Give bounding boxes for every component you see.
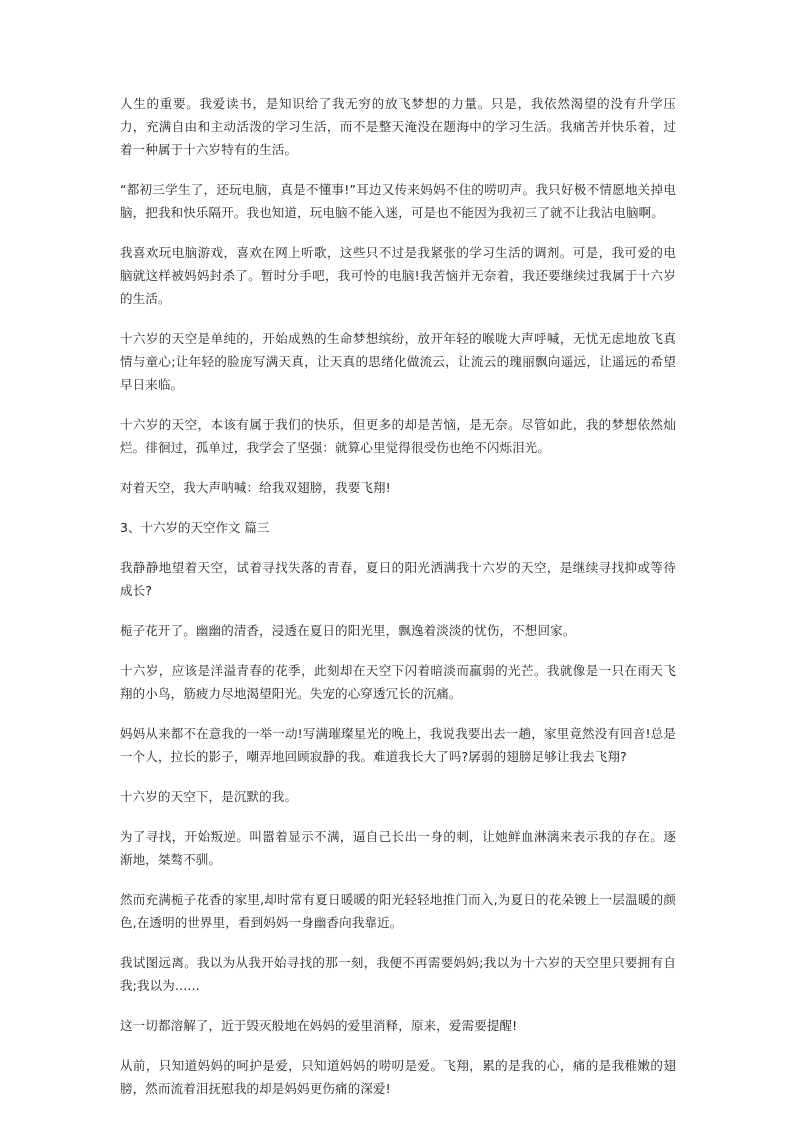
paragraph-8: 我静静地望着天空，试着寻找失落的青春，夏日的阳光洒满我十六岁的天空，是继续寻找抑或等待成长? — [120, 560, 676, 598]
document-body — [120, 92, 676, 1117]
paragraph-6: 对着天空，我大声呐喊：给我双翅膀，我要飞翔! — [120, 480, 391, 495]
paragraph-10: 十六岁，应该是洋溢青春的花季，此刻却在天空下闪着暗淡而羸弱的光芒。我就像是一只在雨天飞翔的小鸟，筋疲力尽地渴望阳光。失宠的心穿透冗长的沉痛。 — [120, 663, 676, 701]
section-heading: 3、十六岁的天空作文 篇三 — [120, 520, 270, 535]
paragraph-16: 这一切都溶解了，近于毁灭般地在妈妈的爱里消释，原来，爱需要提醒! — [120, 1018, 518, 1033]
paragraph-14: 然而充满栀子花香的家里,却时常有夏日暖暖的阳光轻轻地推门而入,为夏日的花朵镀上一层温暖的颜色,在透明的世界里，看到妈妈一身幽香向我靠近。 — [120, 892, 676, 930]
paragraph-2: “都初三学生了，还玩电脑，真是不懂事!”耳边又传来妈妈不住的唠叨声。我只好极不情愿地关掉电脑，把我和快乐隔开。我也知道，玩电脑不能入迷，可是也不能因为我初三了就不让我沾电脑啊。 — [120, 182, 676, 220]
paragraph-5: 十六岁的天空，本该有属于我们的快乐，但更多的却是苦恼，是无奈。尽管如此，我的梦想依然灿烂。徘徊过，孤单过，我学会了坚强：就算心里觉得很受伤也绝不闪烁泪光。 — [120, 417, 676, 455]
paragraph-13: 为了寻找，开始叛逆。叫嚣着显示不满，逼自己长出一身的刺，让她鲜血淋漓来表示我的存在。逐渐地，桀骜不驯。 — [120, 829, 676, 867]
paragraph-4: 十六岁的天空是单纯的，开始成熟的生命梦想缤纷，放开年轻的喉咙大声呼喊，无忧无虑地放飞真情与童心;让年轻的脸庞写满天真，让天真的思绪化做流云，让流云的瑰丽飘向遥远，让遥远的希望早日来临。 — [120, 331, 676, 392]
paragraph-1: 人生的重要。我爱读书，是知识给了我无穷的放飞梦想的力量。只是，我依然渴望的没有升学压力，充满自由和主动活泼的学习生活，而不是整天淹没在题海中的学习生活。我痛苦并快乐着，过着一种属于十六岁特有的生活。 — [120, 96, 676, 157]
paragraph-17: 从前，只知道妈妈的呵护是爱，只知道妈妈的唠叨是爱。飞翔，累的是我的心，痛的是我稚嫩的翅膀，然而流着泪抚慰我的却是妈妈更伤痛的深爱! — [120, 1058, 676, 1096]
paragraph-3: 我喜欢玩电脑游戏，喜欢在网上听歌，这些只不过是我紧张的学习生活的调剂。可是，我可爱的电脑就这样被妈妈封杀了。暂时分手吧，我可怜的电脑!我苦恼并无奈着，我还要继续过我属于十六岁的生活。 — [120, 245, 676, 306]
paragraph-15: 我试图远离。我以为从我开始寻找的那一刻，我便不再需要妈妈;我以为十六岁的天空里只要拥有自我;我以为...... — [120, 955, 676, 993]
paragraph-9: 栀子花开了。幽幽的清香，浸透在夏日的阳光里，飘逸着淡淡的忧伤，不想回家。 — [120, 623, 576, 638]
paragraph-11: 妈妈从来都不在意我的一举一动!写满璀璨星光的晚上，我说我要出去一趟，家里竟然没有回音!总是一个人，拉长的影子，嘲弄地回顾寂静的我。难道我长大了吗?孱弱的翅膀足够让我去飞翔? — [120, 726, 676, 764]
paragraph-12: 十六岁的天空下，是沉默的我。 — [120, 789, 298, 804]
